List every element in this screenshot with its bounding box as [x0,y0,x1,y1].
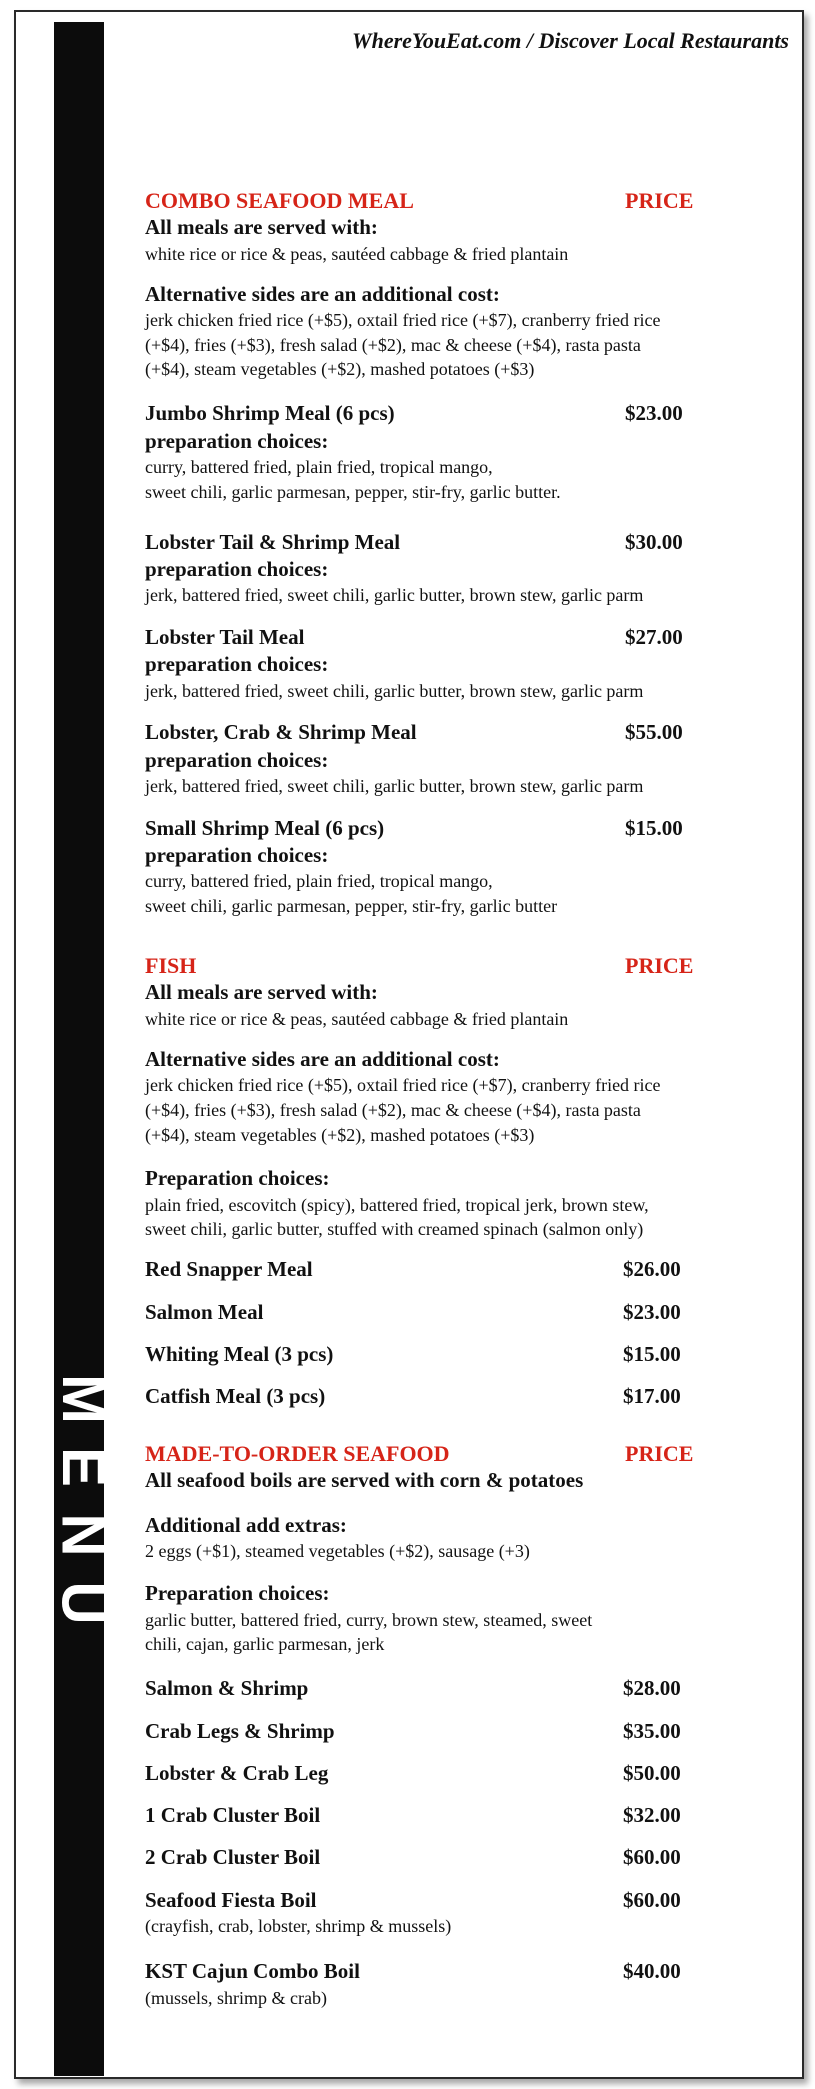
prep-line: jerk, battered fried, sweet chili, garlic butter, brown stew, garlic parm [145,775,644,796]
mto-item-description: (crayfish, crab, lobster, shrimp & mussels) [145,1916,452,1937]
fish-item [145,1341,765,1368]
mto-prep-line: garlic butter, battered fried, curry, brown stew, steamed, sweet [145,1609,593,1630]
fish-served-text: white rice or rice & peas, sautéed cabbage & fried plantain [145,1008,569,1029]
side-bar-letter: U [50,1581,117,1625]
mto-section-title: MADE-TO-ORDER SEAFOOD [145,1440,450,1466]
item-name: Red Snapper Meal [145,1257,313,1282]
combo-alt-line: (+$4), steam vegetables (+$2), mashed potatoes (+$3) [145,359,535,380]
item-name: Lobster Tail & Shrimp Meal [145,529,401,554]
item-price: $30.00 [625,529,683,554]
item-price: $23.00 [625,401,683,426]
mto-extras-text: 2 eggs (+$1), steamed vegetables (+$2), sausage (+3) [145,1541,530,1562]
side-bar-letter: N [50,1513,117,1557]
combo-item-jumbo-shrimp [145,400,765,504]
item-name: 1 Crab Cluster Boil [145,1803,321,1828]
fish-alt-label: Alternative sides are an additional cost: [145,1046,500,1071]
fish-prep-choices [145,1165,765,1242]
item-price: $23.00 [623,1299,681,1324]
item-price: $28.00 [623,1676,681,1701]
fish-prep-label: Preparation choices: [145,1166,330,1191]
item-name: KST Cajun Combo Boil [145,1959,360,1984]
prep-label: preparation choices: [145,652,329,677]
combo-alt-sides [145,281,765,383]
item-name: Lobster & Crab Leg [145,1760,329,1785]
combo-alt-line: (+$4), fries (+$3), fresh salad (+$2), mac & cheese (+$4), rasta pasta [145,334,641,355]
item-name: Seafood Fiesta Boil [145,1887,317,1912]
combo-item-small-shrimp [145,815,765,919]
side-bar-letter: M [50,1374,118,1424]
fish-served-label: All meals are served with: [145,980,378,1005]
combo-alt-label: Alternative sides are an additional cost: [145,281,500,306]
mto-section-header [145,1441,765,1467]
item-name: Jumbo Shrimp Meal (6 pcs) [145,401,395,426]
prep-line: sweet chili, garlic parmesan, pepper, stir-fry, garlic butter [145,896,558,917]
fish-prep-line: plain fried, escovitch (spicy), battered fried, tropical jerk, brown stew, [145,1194,649,1215]
item-name: Small Shrimp Meal (6 pcs) [145,815,385,840]
item-name: Crab Legs & Shrimp [145,1718,335,1743]
prep-line: jerk, battered fried, sweet chili, garlic butter, brown stew, garlic parm [145,680,644,701]
mto-item [145,1675,765,1702]
fish-alt-sides [145,1046,765,1148]
mto-prep-choices [145,1580,765,1657]
item-price: $60.00 [623,1887,681,1912]
mto-item [145,1844,765,1871]
item-price: $15.00 [623,1341,681,1366]
mto-extras [145,1512,765,1564]
fish-price-header: PRICE [625,953,694,979]
item-price: $32.00 [623,1803,681,1828]
mto-item [145,1760,765,1787]
mto-prep-label: Preparation choices: [145,1581,330,1606]
mto-intro: All seafood boils are served with corn & potatoes [145,1467,584,1492]
fish-item [145,1383,765,1410]
mto-item [145,1718,765,1745]
mto-price-header: PRICE [625,1440,694,1466]
item-price: $55.00 [625,720,683,745]
site-watermark: WhereYouEat.com / Discover Local Restaurants [352,28,789,53]
prep-label: preparation choices: [145,747,329,772]
prep-line: curry, battered fried, plain fried, tropical mango, [145,871,493,892]
mto-item-description: (mussels, shrimp & crab) [145,1987,327,2008]
item-name: Catfish Meal (3 pcs) [145,1384,326,1409]
fish-alt-line: (+$4), fries (+$3), fresh salad (+$2), mac & cheese (+$4), rasta pasta [145,1099,641,1120]
menu-side-bar [54,22,104,2076]
item-name: Salmon & Shrimp [145,1676,309,1701]
item-name: Lobster Tail Meal [145,624,305,649]
item-price: $17.00 [623,1384,681,1409]
combo-item-lobster-tail-shrimp [145,529,765,608]
fish-item [145,1299,765,1326]
side-bar-word [50,1365,118,1637]
combo-section-header [145,188,765,214]
item-name: Salmon Meal [145,1299,264,1324]
mto-item [145,1887,765,1914]
combo-item-lobster-tail [145,624,765,703]
combo-price-header: PRICE [625,188,694,213]
prep-label: preparation choices: [145,556,329,581]
item-price: $35.00 [623,1718,681,1743]
fish-alt-line: jerk chicken fried rice (+$5), oxtail fried rice (+$7), cranberry fried rice [145,1074,661,1095]
mto-extras-label: Additional add extras: [145,1513,347,1538]
item-name: Lobster, Crab & Shrimp Meal [145,720,417,745]
fish-item [145,1256,765,1283]
item-name: 2 Crab Cluster Boil [145,1845,321,1870]
prep-label: preparation choices: [145,428,329,453]
combo-served-label: All meals are served with: [145,215,378,240]
fish-section-header [145,953,765,979]
mto-item [145,1802,765,1829]
mto-prep-line: chili, cajan, garlic parmesan, jerk [145,1634,385,1655]
prep-label: preparation choices: [145,843,329,868]
item-price: $27.00 [625,624,683,649]
item-price: $26.00 [623,1257,681,1282]
menu-content [145,188,765,2010]
fish-section-title: FISH [145,953,197,979]
side-bar-letter: E [50,1446,117,1488]
item-price: $15.00 [625,815,683,840]
mto-item [145,1958,765,1985]
prep-line: jerk, battered fried, sweet chili, garlic butter, brown stew, garlic parm [145,585,644,606]
item-name: Whiting Meal (3 pcs) [145,1341,334,1366]
combo-served-text: white rice or rice & peas, sautéed cabbage & fried plantain [145,243,569,264]
item-price: $40.00 [623,1959,681,1984]
fish-alt-line: (+$4), steam vegetables (+$2), mashed potatoes (+$3) [145,1124,535,1145]
item-price: $50.00 [623,1760,681,1785]
prep-line: sweet chili, garlic parmesan, pepper, stir-fry, garlic butter. [145,481,561,502]
fish-prep-line: sweet chili, garlic butter, stuffed with creamed spinach (salmon only) [145,1219,644,1240]
prep-line: curry, battered fried, plain fried, tropical mango, [145,456,493,477]
combo-item-lobster-crab-shrimp [145,719,765,798]
combo-section-title: COMBO SEAFOOD MEAL [145,188,414,213]
combo-alt-line: jerk chicken fried rice (+$5), oxtail fried rice (+$7), cranberry fried rice [145,309,661,330]
item-price: $60.00 [623,1845,681,1870]
